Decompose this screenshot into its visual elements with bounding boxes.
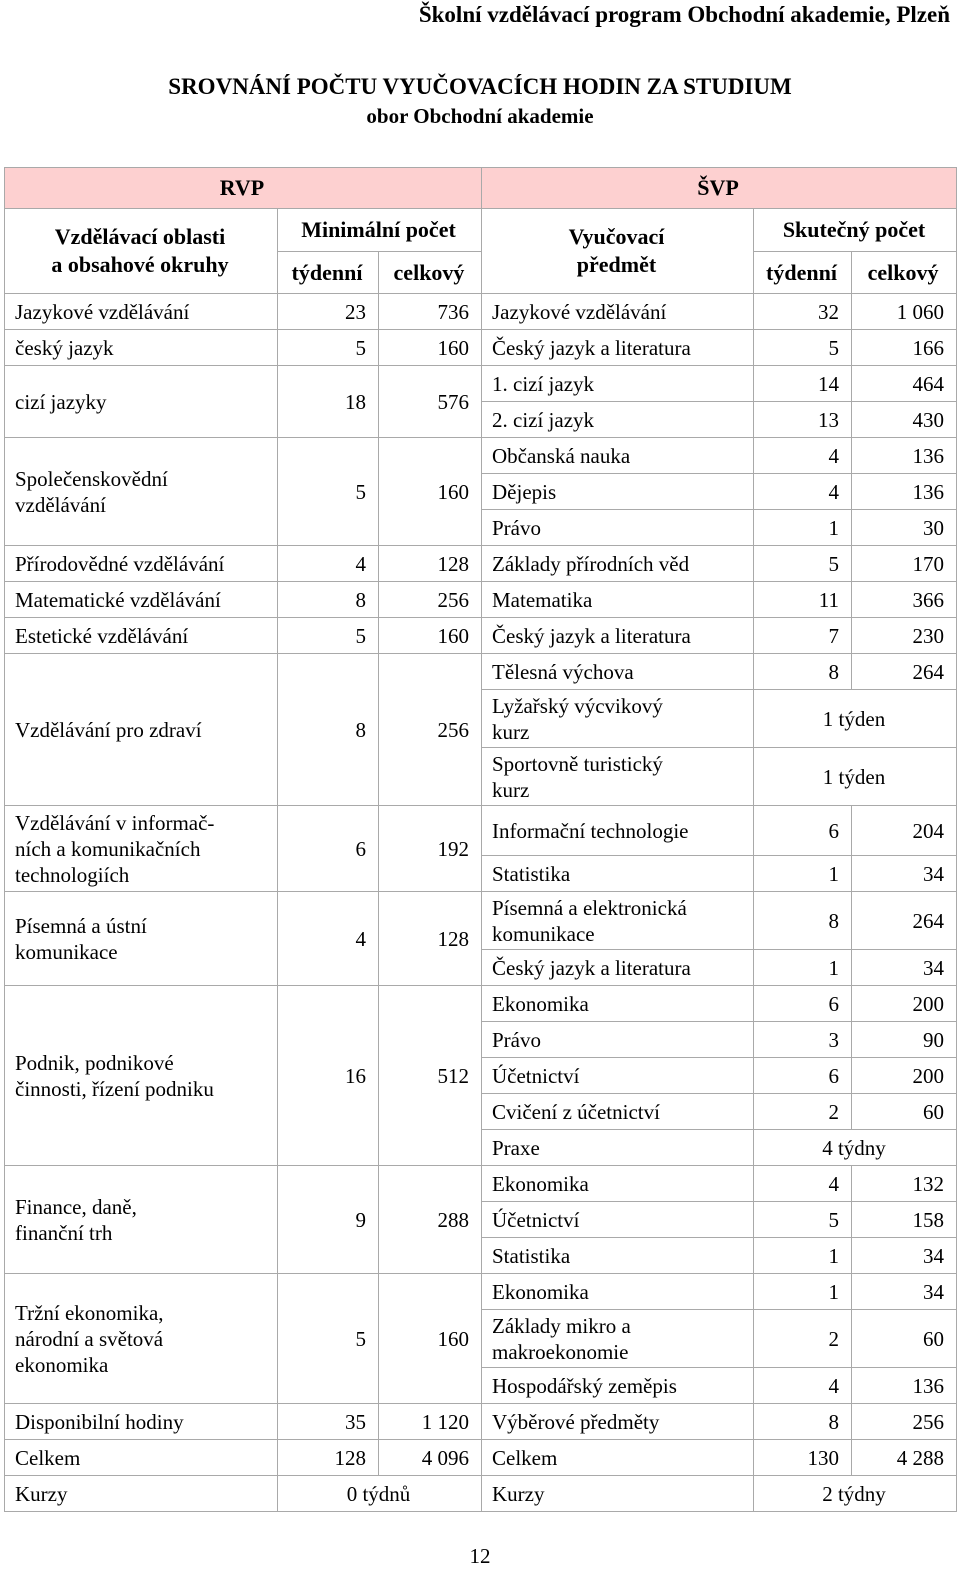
min-weekly-cell: 5	[278, 618, 379, 654]
area-cell: cizí jazyky	[5, 366, 278, 438]
actual-total-cell: 200	[852, 986, 957, 1022]
min-weekly-cell: 8	[278, 654, 379, 806]
actual-weekly-cell: 3	[754, 1022, 852, 1058]
min-total-cell: 576	[379, 366, 482, 438]
actual-weekly-cell: 32	[754, 294, 852, 330]
table-row	[5, 892, 957, 950]
table-row	[5, 582, 957, 618]
min-weekly-cell: 5	[278, 1274, 379, 1404]
table-row	[5, 1274, 957, 1310]
table-row	[5, 1404, 957, 1440]
actual-weekly-cell: 4	[754, 438, 852, 474]
area-cell: Tržní ekonomika, národní a světová ekonomika	[5, 1274, 278, 1404]
area-cell: Matematické vzdělávání	[5, 582, 278, 618]
min-weekly-cell: 5	[278, 438, 379, 546]
subject-cell: Písemná a elektronická komunikace	[482, 892, 754, 950]
actual-weekly-cell: 11	[754, 582, 852, 618]
subject-cell: Cvičení z účetnictví	[482, 1094, 754, 1130]
min-total-cell: 288	[379, 1166, 482, 1274]
actual-weekly-cell: 6	[754, 1058, 852, 1094]
area-cell: Podnik, podnikové činnosti, řízení podniku	[5, 986, 278, 1166]
col-header-min: Minimální počet	[278, 209, 482, 252]
actual-weekly-cell: 8	[754, 654, 852, 690]
actual-total-cell: 1 060	[852, 294, 957, 330]
area-cell: český jazyk	[5, 330, 278, 366]
actual-total-cell: 4 288	[852, 1440, 957, 1476]
actual-total-cell: 136	[852, 474, 957, 510]
page-number: 12	[469, 1544, 491, 1568]
area-cell: Celkem	[5, 1440, 278, 1476]
table-row	[5, 618, 957, 654]
actual-span-cell: 1 týden	[754, 748, 957, 806]
min-weekly-cell: 18	[278, 366, 379, 438]
min-weekly-cell: 8	[278, 582, 379, 618]
table-row	[5, 330, 957, 366]
subject-cell: Ekonomika	[482, 1274, 754, 1310]
col-header-weekly: týdenní	[278, 252, 379, 294]
subject-cell: Praxe	[482, 1130, 754, 1166]
actual-total-cell: 256	[852, 1404, 957, 1440]
min-total-cell: 160	[379, 330, 482, 366]
min-weekly-cell: 23	[278, 294, 379, 330]
subject-cell: Lyžařský výcvikový kurz	[482, 690, 754, 748]
actual-weekly-cell: 6	[754, 986, 852, 1022]
area-cell: Jazykové vzdělávání	[5, 294, 278, 330]
min-total-cell: 4 096	[379, 1440, 482, 1476]
actual-weekly-cell: 1	[754, 856, 852, 892]
actual-weekly-cell: 2	[754, 1310, 852, 1368]
table-row	[5, 654, 957, 690]
col-header-area: Vzdělávací oblasti a obsahové okruhy	[5, 209, 278, 294]
actual-total-cell: 34	[852, 950, 957, 986]
actual-total-cell: 166	[852, 330, 957, 366]
col-header-actual: Skutečný počet	[754, 209, 957, 252]
min-total-cell: 1 120	[379, 1404, 482, 1440]
page-title: SROVNÁNÍ POČTU VYUČOVACÍCH HODIN ZA STUDIUM	[168, 74, 792, 99]
col-header-subject: Vyučovací předmět	[482, 209, 754, 294]
min-total-cell: 192	[379, 806, 482, 892]
subject-cell: Právo	[482, 510, 754, 546]
col-header-total: celkový	[852, 252, 957, 294]
actual-total-cell: 200	[852, 1058, 957, 1094]
actual-weekly-cell: 1	[754, 1274, 852, 1310]
actual-weekly-cell: 4	[754, 1368, 852, 1404]
actual-total-cell: 34	[852, 1274, 957, 1310]
actual-total-cell: 60	[852, 1094, 957, 1130]
actual-total-cell: 204	[852, 806, 957, 856]
actual-total-cell: 136	[852, 438, 957, 474]
area-cell: Vzdělávání v informač- ních a komunikačních technologiích	[5, 806, 278, 892]
min-total-cell: 160	[379, 438, 482, 546]
actual-span-cell: 1 týden	[754, 690, 957, 748]
actual-total-cell: 430	[852, 402, 957, 438]
actual-span-cell: 4 týdny	[754, 1130, 957, 1166]
subject-cell: Právo	[482, 1022, 754, 1058]
min-total-cell: 736	[379, 294, 482, 330]
subject-cell: Hospodářský zeměpis	[482, 1368, 754, 1404]
min-weekly-cell: 16	[278, 986, 379, 1166]
area-cell: Kurzy	[5, 1476, 278, 1512]
actual-span-cell: 2 týdny	[754, 1476, 957, 1512]
subject-cell: 2. cizí jazyk	[482, 402, 754, 438]
subject-cell: Tělesná výchova	[482, 654, 754, 690]
area-cell: Estetické vzdělávání	[5, 618, 278, 654]
subject-cell: Statistika	[482, 856, 754, 892]
table-row	[5, 1476, 957, 1512]
min-total-cell: 128	[379, 892, 482, 986]
area-cell: Společenskovědní vzdělávání	[5, 438, 278, 546]
actual-total-cell: 366	[852, 582, 957, 618]
actual-total-cell: 30	[852, 510, 957, 546]
actual-total-cell: 230	[852, 618, 957, 654]
actual-total-cell: 90	[852, 1022, 957, 1058]
area-cell: Přírodovědné vzdělávání	[5, 546, 278, 582]
actual-weekly-cell: 14	[754, 366, 852, 402]
page-subtitle: obor Obchodní akademie	[366, 104, 594, 128]
table-row	[5, 546, 957, 582]
table-row	[5, 366, 957, 402]
table-row	[5, 806, 957, 856]
min-total-cell: 160	[379, 618, 482, 654]
subject-cell: Český jazyk a literatura	[482, 950, 754, 986]
min-total-cell: 256	[379, 582, 482, 618]
col-header-total: celkový	[379, 252, 482, 294]
comparison-table	[4, 167, 957, 1512]
min-total-cell: 512	[379, 986, 482, 1166]
actual-weekly-cell: 1	[754, 950, 852, 986]
min-total-cell: 160	[379, 1274, 482, 1404]
subject-cell: Český jazyk a literatura	[482, 618, 754, 654]
min-span-cell: 0 týdnů	[278, 1476, 482, 1512]
actual-total-cell: 464	[852, 366, 957, 402]
subject-cell: Informační technologie	[482, 806, 754, 856]
min-total-cell: 256	[379, 654, 482, 806]
min-weekly-cell: 128	[278, 1440, 379, 1476]
min-total-cell: 128	[379, 546, 482, 582]
table-row	[5, 438, 957, 474]
actual-weekly-cell: 130	[754, 1440, 852, 1476]
actual-total-cell: 132	[852, 1166, 957, 1202]
actual-weekly-cell: 5	[754, 1202, 852, 1238]
actual-total-cell: 34	[852, 1238, 957, 1274]
subject-cell: Občanská nauka	[482, 438, 754, 474]
actual-total-cell: 158	[852, 1202, 957, 1238]
actual-weekly-cell: 7	[754, 618, 852, 654]
actual-total-cell: 264	[852, 892, 957, 950]
actual-weekly-cell: 5	[754, 330, 852, 366]
subject-cell: Základy přírodních věd	[482, 546, 754, 582]
actual-weekly-cell: 8	[754, 892, 852, 950]
table-row	[5, 1166, 957, 1202]
subject-cell: Jazykové vzdělávání	[482, 294, 754, 330]
actual-weekly-cell: 1	[754, 1238, 852, 1274]
col-header-weekly: týdenní	[754, 252, 852, 294]
actual-weekly-cell: 2	[754, 1094, 852, 1130]
actual-weekly-cell: 5	[754, 546, 852, 582]
subject-cell: Kurzy	[482, 1476, 754, 1512]
area-cell: Disponibilní hodiny	[5, 1404, 278, 1440]
min-weekly-cell: 4	[278, 546, 379, 582]
document-header: Školní vzdělávací program Obchodní akademie, Plzeň	[418, 2, 950, 27]
area-cell: Finance, daně, finanční trh	[5, 1166, 278, 1274]
min-weekly-cell: 9	[278, 1166, 379, 1274]
subject-cell: 1. cizí jazyk	[482, 366, 754, 402]
actual-total-cell: 264	[852, 654, 957, 690]
actual-weekly-cell: 6	[754, 806, 852, 856]
subject-cell: Sportovně turistický kurz	[482, 748, 754, 806]
subject-cell: Účetnictví	[482, 1202, 754, 1238]
actual-total-cell: 136	[852, 1368, 957, 1404]
table-row	[5, 986, 957, 1022]
subject-cell: Ekonomika	[482, 1166, 754, 1202]
subject-cell: Matematika	[482, 582, 754, 618]
subject-cell: Výběrové předměty	[482, 1404, 754, 1440]
table-row	[5, 294, 957, 330]
min-weekly-cell: 6	[278, 806, 379, 892]
min-weekly-cell: 5	[278, 330, 379, 366]
table-row	[5, 1440, 957, 1476]
area-cell: Vzdělávání pro zdraví	[5, 654, 278, 806]
actual-weekly-cell: 4	[754, 1166, 852, 1202]
min-weekly-cell: 35	[278, 1404, 379, 1440]
subject-cell: Statistika	[482, 1238, 754, 1274]
subject-cell: Celkem	[482, 1440, 754, 1476]
subject-cell: Základy mikro a makroekonomie	[482, 1310, 754, 1368]
area-cell: Písemná a ústní komunikace	[5, 892, 278, 986]
subject-cell: Český jazyk a literatura	[482, 330, 754, 366]
subject-cell: Dějepis	[482, 474, 754, 510]
subject-cell: Účetnictví	[482, 1058, 754, 1094]
actual-weekly-cell: 4	[754, 474, 852, 510]
actual-weekly-cell: 1	[754, 510, 852, 546]
actual-weekly-cell: 13	[754, 402, 852, 438]
actual-total-cell: 34	[852, 856, 957, 892]
svp-header: ŠVP	[482, 168, 957, 209]
rvp-header: RVP	[5, 168, 482, 209]
table-header-row	[5, 209, 957, 252]
actual-total-cell: 60	[852, 1310, 957, 1368]
table-header-row	[5, 168, 957, 209]
subject-cell: Ekonomika	[482, 986, 754, 1022]
actual-weekly-cell: 8	[754, 1404, 852, 1440]
min-weekly-cell: 4	[278, 892, 379, 986]
actual-total-cell: 170	[852, 546, 957, 582]
